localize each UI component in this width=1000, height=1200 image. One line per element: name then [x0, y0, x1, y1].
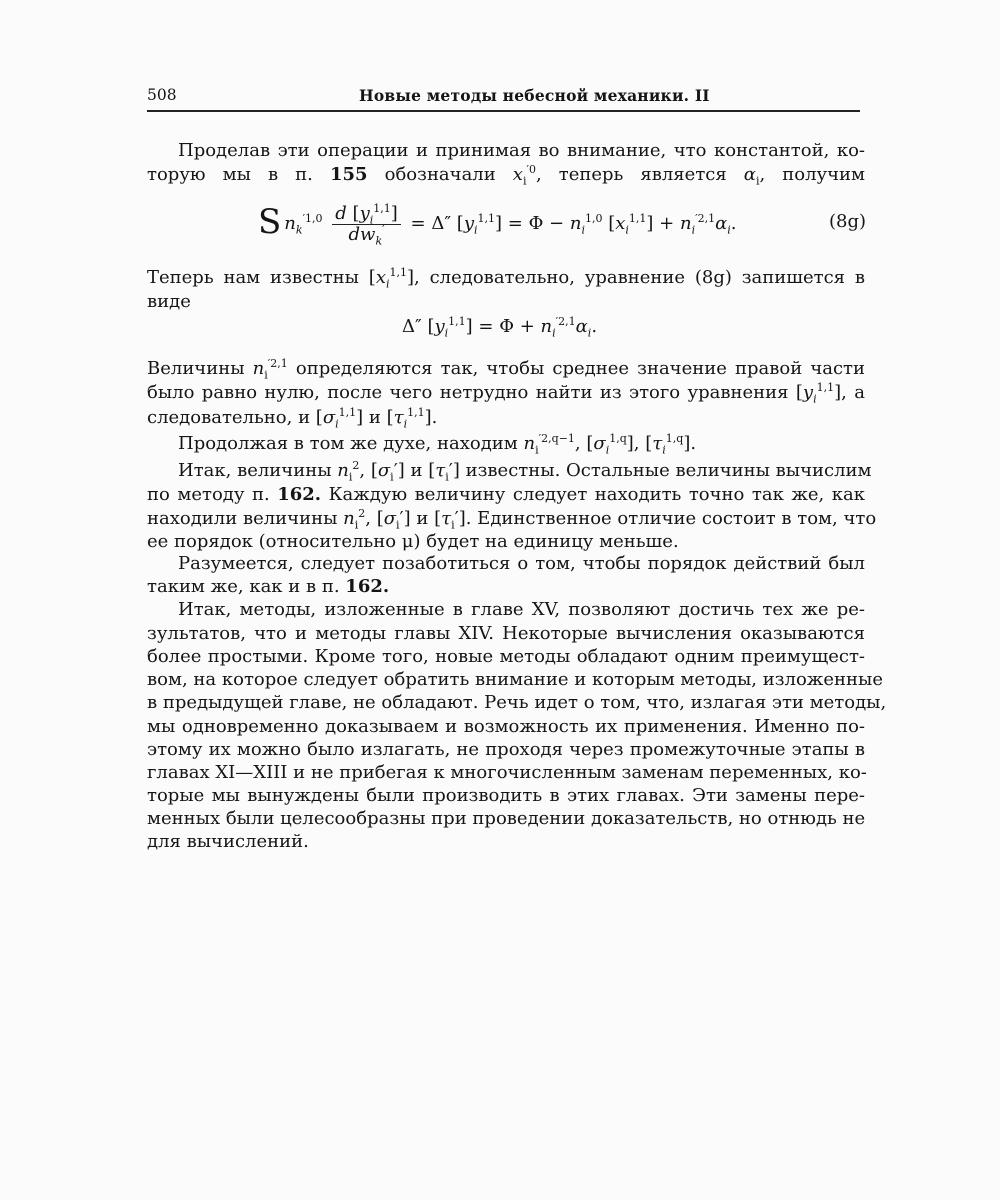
paragraph-3-line-2: было равно нулю, после чего нетрудно найти из этого уравнения $[y_i^{1,1}]$, а	[147, 381, 865, 406]
paragraph-2-line-2: виде	[147, 291, 191, 312]
paragraph-1-line-2: торую мы в п. 155 обозначали $x_i^{'0}$, теперь является $\alpha_i$, получим	[147, 163, 865, 188]
paragraph-6-line-1: Разумеется, следует позаботиться о том, чтобы порядок действий был	[178, 553, 865, 574]
equation-unnumbered: Δ″ $[y_i^{1,1}] = \Phi + n_i^{'2,1}\alpha_i$.	[402, 315, 598, 340]
page-header	[147, 86, 860, 108]
equation-number: (8g)	[829, 211, 867, 232]
header-rule	[147, 110, 860, 112]
paragraph-7-line-1: Итак, методы, изложенные в главе XV, позволяют достичь тех же ре-	[178, 599, 865, 620]
running-title: Новые методы небесной механики. II	[359, 86, 710, 105]
paragraph-7-line-10: менных были целесообразны при проведении доказательств, но отнюдь не	[147, 808, 866, 829]
paragraph-7-line-9: торые мы вынуждены были производить в этих главах. Эти замены пере-	[147, 785, 865, 806]
paragraph-1-line-1: Проделав эти операции и принимая во внимание, что константой, ко-	[178, 140, 865, 161]
paragraph-4: Продолжая в том же духе, находим $n_i^{'2,q-1}$, $[\sigma_i^{1,q}]$, $[\tau_i^{1,q}]$.	[178, 432, 697, 457]
paragraph-3-line-3: следовательно, и $[\sigma_i^{1,1}]$ и $[\tau_i^{1,1}]$.	[147, 406, 438, 431]
paragraph-2-line-1: Теперь нам известны $[x_i^{1,1}]$, следовательно, уравнение (8g) запишется в	[147, 266, 865, 291]
paragraph-5-line-2: по методу п. 162. Каждую величину следует находить точно так же, как	[147, 484, 865, 505]
paragraph-7-line-5: в предыдущей главе, не обладают. Речь идет о том, что, излагая эти методы,	[147, 692, 887, 713]
paragraph-7-line-6: мы одновременно доказываем и возможность их применения. Именно по-	[147, 716, 865, 737]
paragraph-6-line-2: таким же, как и в п. 162.	[147, 576, 390, 597]
page-number: 508	[147, 86, 177, 104]
paragraph-5-line-3: находили величины $n_i^2$, $[\sigma_i']$ и $[\tau_i']$. Единственное отличие состоит в том, что	[147, 507, 877, 532]
paragraph-7-line-8: главах XI—XIII и не прибегая к многочисленным заменам переменных, ко-	[147, 762, 867, 783]
paragraph-3-line-1: Величины $n_i^{'2,1}$ определяются так, чтобы среднее значение правой части	[147, 357, 865, 382]
paragraph-7-line-2: зультатов, что и методы главы XIV. Некоторые вычисления оказываются	[147, 623, 865, 644]
paragraph-7-line-11: для вычислений.	[147, 831, 309, 852]
paragraph-7-line-4: вом, на которое следует обратить внимание и которым методы, изложенные	[147, 669, 883, 690]
paragraph-7-line-7: этому их можно было излагать, не проходя через промежуточные этапы в	[147, 739, 865, 760]
equation-8g: $Sn_k^{'1,0}$ $\frac{d [y_i^{1,1}]}{dw_k'}$ = Δ″ $[y_i^{1,1}] = \Phi - n_i^{1,0}$ $[x_i^{1,1}] + n_i^{'2,1}\alpha_i$.	[258, 201, 737, 248]
paragraph-7-line-3: более простыми. Кроме того, новые методы обладают одним преимущест-	[147, 646, 865, 667]
paragraph-5-line-1: Итак, величины $n_i^2$, $[\sigma_i']$ и $[\tau_i']$ известны. Остальные величины вычислим	[178, 459, 872, 484]
paragraph-5-line-4: ее порядок (относительно μ) будет на единицу меньше.	[147, 531, 679, 552]
